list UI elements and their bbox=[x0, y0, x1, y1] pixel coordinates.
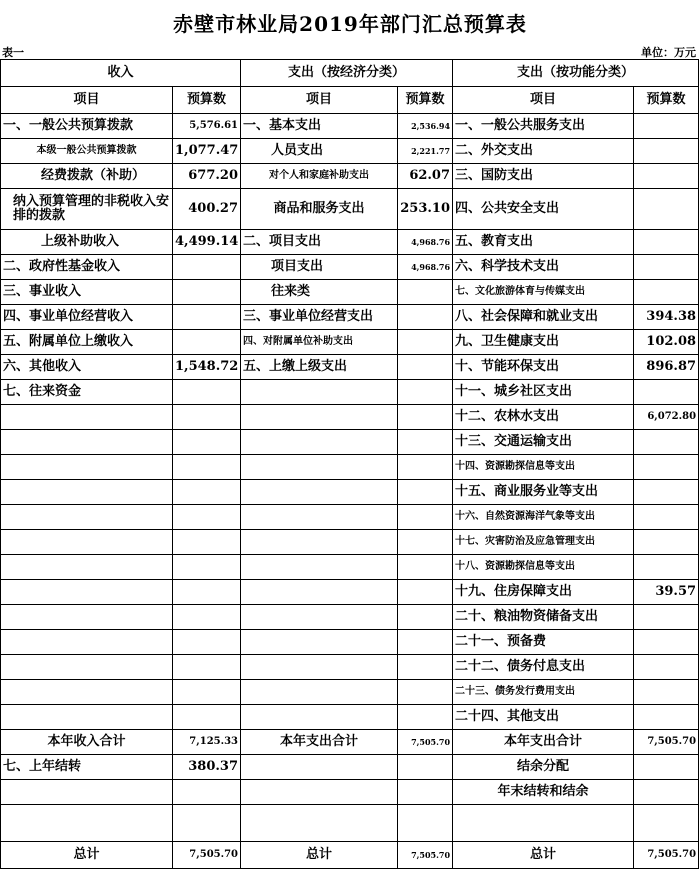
func-amount bbox=[634, 655, 699, 680]
econ-amount: 2,221.77 bbox=[398, 139, 453, 164]
income-amount: 677.20 bbox=[173, 164, 241, 189]
table-row bbox=[1, 780, 699, 805]
table-row bbox=[1, 255, 699, 280]
econ-label bbox=[241, 380, 398, 405]
econ-label: 二、项目支出 bbox=[241, 230, 398, 255]
income-amount bbox=[173, 255, 241, 280]
table-row bbox=[1, 630, 699, 655]
table-row bbox=[1, 480, 699, 505]
func-label: 八、社会保障和就业支出 bbox=[453, 305, 634, 330]
income-amount bbox=[173, 305, 241, 330]
grand-total-income: 7,505.70 bbox=[173, 842, 241, 869]
func-label: 二、外交支出 bbox=[453, 139, 634, 164]
func-total-amount: 7,505.70 bbox=[634, 730, 699, 755]
func-amount bbox=[634, 480, 699, 505]
func-label: 二十四、其他支出 bbox=[453, 705, 634, 730]
func-label: 十七、灾害防治及应急管理支出 bbox=[453, 530, 634, 555]
func-label: 十八、资源勘探信息等支出 bbox=[453, 555, 634, 580]
table-row bbox=[1, 114, 699, 139]
func-label: 九、卫生健康支出 bbox=[453, 330, 634, 355]
budget-table bbox=[0, 59, 699, 869]
table-number: 表一 bbox=[2, 46, 24, 59]
func-amount bbox=[634, 530, 699, 555]
econ-label: 三、事业单位经营支出 bbox=[241, 305, 398, 330]
func-label: 十六、自然资源海洋气象等支出 bbox=[453, 505, 634, 530]
func-label: 十三、交通运输支出 bbox=[453, 430, 634, 455]
table-row bbox=[1, 139, 699, 164]
func-amount: 102.08 bbox=[634, 330, 699, 355]
income-amount: 5,576.61 bbox=[173, 114, 241, 139]
func-label: 十五、商业服务业等支出 bbox=[453, 480, 634, 505]
econ-total-label: 本年支出合计 bbox=[241, 730, 398, 755]
econ-amount: 253.10 bbox=[398, 189, 453, 230]
prior-carryover-label: 七、上年结转 bbox=[1, 755, 173, 780]
func-amount bbox=[634, 630, 699, 655]
grand-total-func: 7,505.70 bbox=[634, 842, 699, 869]
func-amount bbox=[634, 455, 699, 480]
income-amount bbox=[173, 330, 241, 355]
table-row bbox=[1, 164, 699, 189]
income-label: 五、附属单位上缴收入 bbox=[1, 330, 173, 355]
econ-total-amount: 7,505.70 bbox=[398, 730, 453, 755]
econ-label: 四、对附属单位补助支出 bbox=[241, 330, 398, 355]
func-label: 六、科学技术支出 bbox=[453, 255, 634, 280]
income-label: 本级一般公共预算拨款 bbox=[1, 139, 173, 164]
econ-label: 对个人和家庭补助支出 bbox=[241, 164, 398, 189]
func-amount bbox=[634, 280, 699, 305]
grand-total-row bbox=[1, 842, 699, 869]
income-label: 上级补助收入 bbox=[1, 230, 173, 255]
table-row bbox=[1, 530, 699, 555]
func-amount bbox=[634, 680, 699, 705]
func-label: 二十一、预备费 bbox=[453, 630, 634, 655]
econ-amount bbox=[398, 355, 453, 380]
income-label: 二、政府性基金收入 bbox=[1, 255, 173, 280]
income-label: 六、其他收入 bbox=[1, 355, 173, 380]
econ-label: 五、上缴上级支出 bbox=[241, 355, 398, 380]
func-label: 五、教育支出 bbox=[453, 230, 634, 255]
header-income: 收入 bbox=[1, 60, 241, 87]
year-end-carryover-label: 年末结转和结余 bbox=[453, 780, 634, 805]
income-amount: 1,548.72 bbox=[173, 355, 241, 380]
func-amount bbox=[634, 380, 699, 405]
func-amount bbox=[634, 555, 699, 580]
table-row bbox=[1, 505, 699, 530]
table-row bbox=[1, 305, 699, 330]
func-label: 一、一般公共服务支出 bbox=[453, 114, 634, 139]
group-header-row bbox=[1, 60, 699, 87]
income-label: 三、事业收入 bbox=[1, 280, 173, 305]
unit-label: 单位：万元 bbox=[641, 46, 696, 59]
table-row bbox=[1, 580, 699, 605]
grand-total-label: 总计 bbox=[241, 842, 398, 869]
econ-amount: 62.07 bbox=[398, 164, 453, 189]
func-amount bbox=[634, 230, 699, 255]
table-row bbox=[1, 755, 699, 780]
table-row bbox=[1, 680, 699, 705]
income-amount: 4,499.14 bbox=[173, 230, 241, 255]
income-label: 经费拨款（补助） bbox=[1, 164, 173, 189]
table-row bbox=[1, 805, 699, 842]
income-amount: 1,077.47 bbox=[173, 139, 241, 164]
col-amount: 预算数 bbox=[398, 87, 453, 114]
econ-label: 往来类 bbox=[241, 280, 398, 305]
table-row bbox=[1, 430, 699, 455]
func-label: 七、文化旅游体育与传媒支出 bbox=[453, 280, 634, 305]
income-label: 七、往来资金 bbox=[1, 380, 173, 405]
col-item: 项目 bbox=[453, 87, 634, 114]
func-amount bbox=[634, 114, 699, 139]
func-label: 四、公共安全支出 bbox=[453, 189, 634, 230]
func-label: 十二、农林水支出 bbox=[453, 405, 634, 430]
econ-amount bbox=[398, 380, 453, 405]
func-amount: 394.38 bbox=[634, 305, 699, 330]
header-func: 支出（按功能分类） bbox=[453, 60, 699, 87]
income-amount: 400.27 bbox=[173, 189, 241, 230]
table-row bbox=[1, 455, 699, 480]
table-row bbox=[1, 280, 699, 305]
col-item: 项目 bbox=[241, 87, 398, 114]
func-label: 十九、住房保障支出 bbox=[453, 580, 634, 605]
grand-total-label: 总计 bbox=[453, 842, 634, 869]
func-amount bbox=[634, 255, 699, 280]
income-total-amount: 7,125.33 bbox=[173, 730, 241, 755]
func-amount: 896.87 bbox=[634, 355, 699, 380]
econ-label: 项目支出 bbox=[241, 255, 398, 280]
table-row bbox=[1, 189, 699, 230]
econ-label: 一、基本支出 bbox=[241, 114, 398, 139]
func-amount: 6,072.80 bbox=[634, 405, 699, 430]
table-row bbox=[1, 380, 699, 405]
income-label: 四、事业单位经营收入 bbox=[1, 305, 173, 330]
econ-amount bbox=[398, 305, 453, 330]
econ-label: 商品和服务支出 bbox=[241, 189, 398, 230]
header-econ: 支出（按经济分类） bbox=[241, 60, 453, 87]
econ-amount bbox=[398, 280, 453, 305]
func-amount bbox=[634, 139, 699, 164]
col-amount: 预算数 bbox=[634, 87, 699, 114]
col-amount: 预算数 bbox=[173, 87, 241, 114]
func-label: 二十二、债务付息支出 bbox=[453, 655, 634, 680]
year-total-row bbox=[1, 730, 699, 755]
column-header-row bbox=[1, 87, 699, 114]
func-amount bbox=[634, 164, 699, 189]
func-amount bbox=[634, 605, 699, 630]
income-amount bbox=[173, 380, 241, 405]
surplus-distribution-label: 结余分配 bbox=[453, 755, 634, 780]
income-label: 一、一般公共预算拨款 bbox=[1, 114, 173, 139]
grand-total-econ: 7,505.70 bbox=[398, 842, 453, 869]
func-amount bbox=[634, 705, 699, 730]
func-amount bbox=[634, 505, 699, 530]
table-row bbox=[1, 330, 699, 355]
func-label: 十一、城乡社区支出 bbox=[453, 380, 634, 405]
func-amount bbox=[634, 430, 699, 455]
func-amount: 39.57 bbox=[634, 580, 699, 605]
table-row bbox=[1, 705, 699, 730]
grand-total-label: 总计 bbox=[1, 842, 173, 869]
table-row bbox=[1, 655, 699, 680]
econ-label: 人员支出 bbox=[241, 139, 398, 164]
func-label: 二十、粮油物资储备支出 bbox=[453, 605, 634, 630]
table-row bbox=[1, 555, 699, 580]
func-amount bbox=[634, 189, 699, 230]
income-total-label: 本年收入合计 bbox=[1, 730, 173, 755]
income-label: 纳入预算管理的非税收入安排的拨款 bbox=[1, 189, 173, 230]
func-label: 十、节能环保支出 bbox=[453, 355, 634, 380]
income-amount bbox=[173, 280, 241, 305]
econ-amount: 4,968.76 bbox=[398, 230, 453, 255]
table-row bbox=[1, 355, 699, 380]
table-row bbox=[1, 605, 699, 630]
econ-amount: 4,968.76 bbox=[398, 255, 453, 280]
func-label: 十四、资源勘探信息等支出 bbox=[453, 455, 634, 480]
func-label: 三、国防支出 bbox=[453, 164, 634, 189]
table-row bbox=[1, 230, 699, 255]
func-total-label: 本年支出合计 bbox=[453, 730, 634, 755]
func-label: 二十三、债务发行费用支出 bbox=[453, 680, 634, 705]
col-item: 项目 bbox=[1, 87, 173, 114]
econ-amount bbox=[398, 330, 453, 355]
page-title: 赤壁市林业局2019年部门汇总预算表 bbox=[173, 12, 527, 36]
table-row bbox=[1, 405, 699, 430]
econ-amount: 2,536.94 bbox=[398, 114, 453, 139]
prior-carryover-amount: 380.37 bbox=[173, 755, 241, 780]
